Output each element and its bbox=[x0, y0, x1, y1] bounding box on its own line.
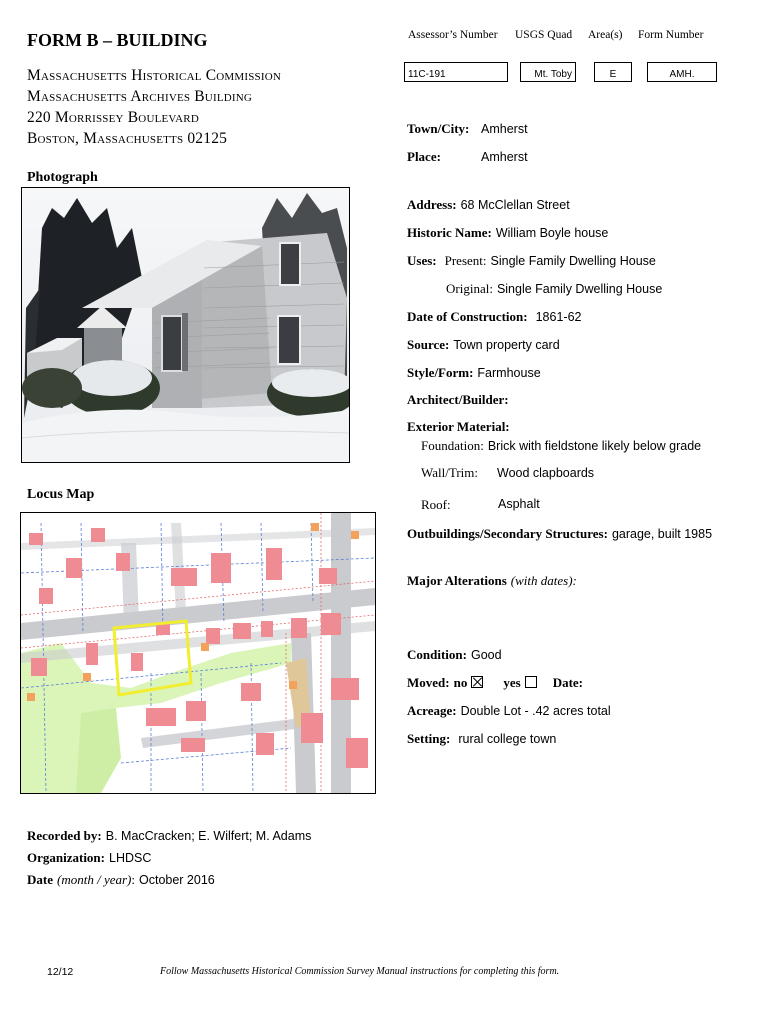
source-label: Source: bbox=[407, 337, 450, 352]
setting-value[interactable]: rural college town bbox=[458, 732, 557, 746]
uses-present-label: Present: bbox=[444, 253, 487, 268]
condition-row bbox=[407, 646, 502, 664]
condition-value[interactable]: Good bbox=[470, 648, 502, 662]
moved-row bbox=[407, 674, 583, 692]
uses-original-value[interactable]: Single Family Dwelling House bbox=[496, 282, 663, 296]
setting-row bbox=[407, 730, 556, 748]
major-alterations-row bbox=[407, 572, 577, 590]
agency-line-3: 220 Morrissey Boulevard bbox=[27, 109, 199, 126]
form-title: FORM B – BUILDING bbox=[27, 30, 208, 50]
roof-value[interactable]: Asphalt bbox=[498, 497, 540, 511]
moved-yes-label: yes bbox=[503, 675, 521, 690]
condition-label: Condition: bbox=[407, 647, 467, 662]
assessor-number-value: 11C-191 bbox=[408, 69, 446, 80]
architect-builder-row bbox=[407, 391, 509, 409]
agency-line-2: Massachusetts Archives Building bbox=[27, 88, 253, 105]
acreage-row bbox=[407, 702, 611, 720]
source-row bbox=[407, 336, 560, 354]
moved-label: Moved: bbox=[407, 675, 450, 690]
assessor-number-field[interactable] bbox=[404, 62, 508, 82]
acreage-value[interactable]: Double Lot - .42 acres total bbox=[460, 704, 611, 718]
wall-trim-value[interactable]: Wood clapboards bbox=[497, 466, 595, 480]
recorded-by-row bbox=[27, 827, 311, 845]
usgs-quad-value: Mt. Toby bbox=[534, 69, 572, 80]
building-photograph bbox=[21, 187, 350, 463]
moved-yes-checkbox[interactable] bbox=[525, 676, 537, 688]
architect-builder-label: Architect/Builder: bbox=[407, 392, 509, 407]
foundation-row bbox=[421, 437, 701, 455]
historic-name-value[interactable]: William Boyle house bbox=[495, 226, 609, 240]
form-number-label: Form Number bbox=[638, 29, 704, 41]
style-form-value[interactable]: Farmhouse bbox=[477, 366, 541, 380]
wall-trim-label: Wall/Trim: bbox=[421, 465, 478, 480]
date-of-construction-row bbox=[407, 308, 581, 326]
uses-present-value[interactable]: Single Family Dwelling House bbox=[490, 254, 656, 268]
major-alterations-qualifier: (with dates): bbox=[510, 573, 577, 588]
form-number-value: AMH. bbox=[669, 69, 695, 80]
style-form-row bbox=[407, 364, 541, 382]
uses-original-label: Original: bbox=[446, 281, 493, 296]
historic-name-row bbox=[407, 224, 608, 242]
locus-map-heading: Locus Map bbox=[27, 487, 95, 502]
major-alterations-label: Major Alterations bbox=[407, 573, 507, 588]
usgs-quad-label: USGS Quad bbox=[515, 29, 573, 41]
date-label: Date bbox=[27, 872, 53, 887]
agency-line-1: Massachusetts Historical Commission bbox=[27, 67, 282, 84]
outbuildings-value[interactable]: garage, built 1985 bbox=[611, 527, 713, 541]
moved-no-label: no bbox=[453, 675, 468, 690]
uses-original-row bbox=[446, 280, 662, 298]
date-of-construction-label: Date of Construction: bbox=[407, 309, 528, 324]
date-value[interactable]: October 2016 bbox=[139, 873, 215, 887]
footer-instructions: Follow Massachusetts Historical Commission Survey Manual instructions for completing this form. bbox=[160, 966, 560, 977]
moved-date-label: Date: bbox=[552, 675, 584, 690]
usgs-quad-field[interactable] bbox=[520, 62, 576, 82]
foundation-value[interactable]: Brick with fieldstone likely below grade bbox=[487, 439, 702, 453]
acreage-label: Acreage: bbox=[407, 703, 457, 718]
areas-field[interactable] bbox=[594, 62, 632, 82]
town-city-value[interactable]: Amherst bbox=[481, 122, 528, 136]
date-row bbox=[27, 871, 215, 889]
town-city-label: Town/City: bbox=[407, 121, 470, 136]
setting-label: Setting: bbox=[407, 731, 451, 746]
recorded-by-value[interactable]: B. MacCracken; E. Wilfert; M. Adams bbox=[105, 829, 312, 843]
uses-label: Uses: bbox=[407, 253, 437, 268]
outbuildings-label: Outbuildings/Secondary Structures: bbox=[407, 526, 608, 541]
areas-label: Area(s) bbox=[588, 29, 623, 41]
recorded-by-label: Recorded by: bbox=[27, 828, 102, 843]
locus-map bbox=[20, 512, 376, 794]
date-of-construction-value[interactable]: 1861-62 bbox=[535, 310, 582, 324]
address-label: Address: bbox=[407, 197, 457, 212]
address-row bbox=[407, 196, 570, 214]
photograph-heading: Photograph bbox=[27, 170, 98, 185]
outbuildings-row bbox=[407, 525, 712, 543]
place-label: Place: bbox=[407, 149, 441, 164]
uses-present-row bbox=[407, 252, 656, 270]
exterior-material-label: Exterior Material: bbox=[407, 419, 510, 434]
agency-line-4: Boston, Massachusetts 02125 bbox=[27, 130, 228, 147]
organization-row bbox=[27, 849, 151, 867]
areas-value: E bbox=[609, 69, 617, 80]
place-value[interactable]: Amherst bbox=[481, 150, 528, 164]
roof-label: Roof: bbox=[421, 497, 451, 512]
assessor-number-label: Assessor’s Number bbox=[408, 29, 498, 41]
date-qualifier: (month / year) bbox=[57, 872, 132, 887]
address-value[interactable]: 68 McClellan Street bbox=[460, 198, 570, 212]
historic-name-label: Historic Name: bbox=[407, 225, 492, 240]
organization-label: Organization: bbox=[27, 850, 105, 865]
source-value[interactable]: Town property card bbox=[453, 338, 560, 352]
moved-no-checkbox[interactable] bbox=[471, 676, 483, 688]
page-number: 12/12 bbox=[47, 966, 74, 978]
foundation-label: Foundation: bbox=[421, 438, 484, 453]
date-colon: : bbox=[131, 872, 135, 887]
form-number-field[interactable] bbox=[647, 62, 717, 82]
style-form-label: Style/Form: bbox=[407, 365, 474, 380]
organization-value[interactable]: LHDSC bbox=[109, 851, 152, 865]
